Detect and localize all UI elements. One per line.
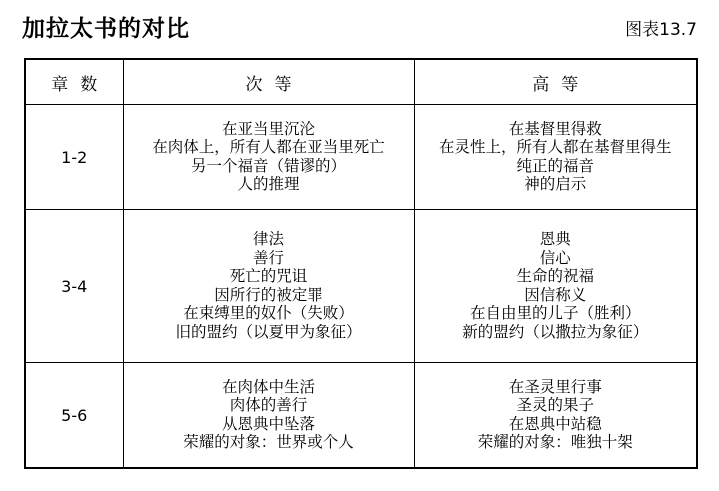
lesser-line: 旧的盟约（以夏甲为象征） (175, 322, 362, 341)
lesser-line: 另一个福音（错谬的） (190, 156, 346, 175)
higher-line: 荣耀的对象：唯独十架 (477, 433, 633, 451)
lesser-line: 肉体的善行 (229, 396, 308, 414)
higher-line: 圣灵的果子 (516, 396, 594, 414)
header-higher: 高等 (414, 59, 697, 105)
chapter-cell: 3-4 (25, 210, 123, 363)
higher-cell (414, 363, 697, 469)
higher-line: 在自由里的儿子（胜利） (469, 304, 641, 322)
higher-cell (414, 105, 697, 210)
chapter-cell: 5-6 (25, 363, 123, 469)
lesser-line: 善行 (252, 248, 284, 267)
lesser-line: 从恩典中坠落 (221, 414, 315, 433)
header-lesser: 次等 (123, 59, 414, 105)
higher-line: 在基督里得救 (508, 119, 602, 138)
higher-line: 神的启示 (524, 175, 587, 193)
higher-line: 纯正的福音 (516, 156, 594, 175)
higher-line: 新的盟约（以撒拉为象征） (462, 322, 649, 341)
table-header-row (25, 59, 697, 105)
higher-line: 信心 (539, 248, 571, 267)
chapter-cell: 1-2 (25, 105, 123, 210)
higher-line: 因信称义 (524, 285, 587, 304)
lesser-line: 死亡的咒诅 (229, 267, 308, 285)
table-row (25, 210, 697, 363)
higher-line: 在灵性上，所有人都在基督里得生 (438, 138, 672, 156)
lesser-cell (123, 363, 414, 469)
higher-line: 在圣灵里行事 (508, 377, 602, 396)
lesser-cell (123, 105, 414, 210)
lesser-line: 在肉体中生活 (221, 377, 315, 396)
figure-label: 图表13.7 (625, 20, 697, 40)
lesser-line: 人的推理 (237, 175, 300, 193)
lesser-line: 在束缚里的奴仆（失败） (183, 304, 354, 322)
higher-line: 生命的祝福 (516, 267, 594, 285)
table-row (25, 105, 697, 210)
lesser-line: 荣耀的对象：世界或个人 (183, 433, 354, 451)
higher-line: 恩典 (539, 230, 571, 248)
comparison-table (24, 58, 698, 469)
page-title: 加拉太书的对比 (22, 16, 190, 42)
higher-line: 在恩典中站稳 (508, 414, 602, 433)
higher-cell (414, 210, 697, 363)
lesser-line: 律法 (252, 230, 284, 248)
header-chapter: 章数 (25, 59, 123, 105)
table-row (25, 363, 697, 469)
lesser-line: 因所行的被定罪 (214, 285, 323, 304)
lesser-line: 在肉体上，所有人都在亚当里死亡 (152, 138, 385, 156)
lesser-line: 在亚当里沉沦 (221, 119, 315, 138)
lesser-cell (123, 210, 414, 363)
